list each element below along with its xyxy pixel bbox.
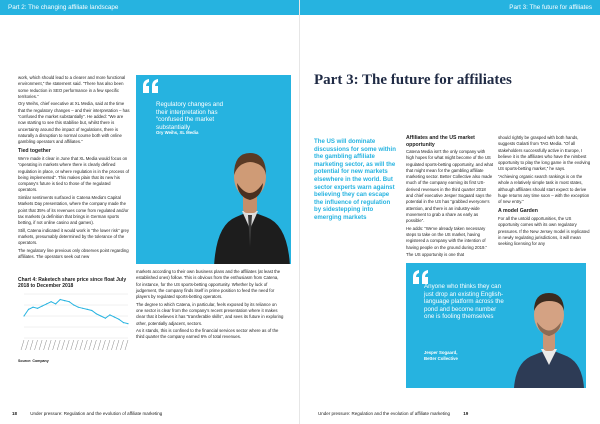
- paragraph: Ory Weihs, chief executive at XL Media, said at the time that the regulatory changes – and their interpretation – has “confused the market substantially”. He added: “We are now starting to see this stabilise but, whilst there is uncertainty around the impact of regulations, there is naturally a disruption to normal course both with online gambling operators and affiliates.”: [18, 101, 130, 145]
- quote-company: Better Collective: [424, 355, 458, 361]
- pull-quote-text: Regulatory changes and their interpretation has “confused the market substantially: [156, 101, 224, 131]
- paragraph: The degree to which Catena, in particular, feels exposed by its reliance on one sector is clear from the company's recent presentation where it makes clear that it believes it has “transferable skills”, and sees its future in exploring other, potentially adjacent, sectors.: [136, 301, 284, 326]
- subheading: A model Garden: [498, 208, 538, 215]
- pull-quote-attribution: Ory Weihs, XL Media: [156, 130, 199, 135]
- chart-point: [78, 306, 79, 307]
- footer-text: Under pressure: Regulation and the evolution of affiliate marketing: [318, 411, 450, 416]
- chart-x-tick: [125, 340, 128, 350]
- page-title: Part 3: The future for affiliates: [314, 72, 512, 88]
- right-column-2: [498, 135, 592, 249]
- paragraph: Catena Media isn't the only company with high hopes for what might become of the US regulated sports-betting opportunity, and what that might mean for the gambling affiliate marketing sector. Better Collective also made much of the company earning its first US-derived revenues in the third quarter 2018 and chief executive Jesper Sogaard says the potential in the US has “grabbed everyone's attention, and there is an industry-wide movement to grab a share as early as possible”.: [406, 149, 494, 224]
- chart-point: [41, 305, 42, 306]
- chart-point: [32, 306, 33, 307]
- quote-name: Jesper Sogaard,: [424, 350, 458, 355]
- chart-point: [51, 301, 52, 302]
- chart-point: [123, 322, 124, 323]
- paragraph: work, which should lead to a clearer and more functional environment,” the statement said. “There has also been some reduction in SEO performance in a few specific territories.”: [18, 75, 126, 99]
- paragraph: markets according to their own business plans and the affiliates (at least the established ones) follow. This is obvious from the enthusiasm from Catena, for instance, for the US sports-betting opportunity. Whether by luck of judgement, the company finds itself in prime position to feed the need for players by regulated sports-betting operators.: [136, 269, 281, 300]
- subheading: Affiliates and the US market opportunity: [406, 135, 475, 148]
- chart-x-tick: [75, 340, 78, 350]
- chart-point: [23, 315, 24, 316]
- paragraph: “Achieving organic search rankings is on the whole a relatively simple task in most states, although affiliates should start expect to derive huge returns any time soon – with the exception of new entry.”: [498, 173, 590, 205]
- chart-point: [96, 313, 97, 314]
- chart-point: [73, 304, 74, 305]
- chart-x-tick: [93, 340, 96, 350]
- chart-series-line: [24, 299, 128, 323]
- chart-x-tick: [71, 340, 74, 350]
- chart-point: [37, 307, 38, 308]
- right-header: Part 3: The future for affiliates: [300, 0, 600, 15]
- chart-title: Chart 4: Raketech share price since float July 2018 to December 2018: [18, 277, 127, 290]
- right-page: [300, 0, 600, 424]
- left-header: Part 2: The changing affiliate landscape: [0, 0, 300, 15]
- chart-point: [118, 318, 119, 319]
- chart-x-tick: [53, 340, 56, 350]
- paragraph: We're made it clear in June that XL Media would focus on “operating in markets where there is clearly defined regulation in place, or where regulation is in the process of being implemented”. This makes plain that its new his company's future is tied to those of the regulated operators.: [18, 155, 130, 193]
- chart-x-tick: [35, 340, 38, 350]
- line-chart: [18, 290, 130, 352]
- chart-x-tick: [84, 340, 87, 350]
- paragraph: The US opportunity is one that: [406, 252, 465, 258]
- paragraph: He adds: “We've already taken necessary steps to take on the US market, having registered a company with the intention of having people on the ground during 2019.”: [406, 225, 487, 250]
- paragraph: As it stands, this is confined to the financial services sector where as of the third quarter the company earned 6% of total revenues.: [136, 328, 279, 340]
- chart-point: [100, 315, 101, 316]
- portrait-photo: [512, 269, 586, 388]
- chart-figure: [18, 277, 130, 363]
- chart-x-tick: [30, 340, 33, 350]
- chart-x-tick: [62, 340, 65, 350]
- portrait-photo: [210, 127, 291, 264]
- chart-x-tick: [116, 340, 119, 350]
- chart-point: [87, 308, 88, 309]
- chart-x-tick: [48, 340, 51, 350]
- chart-x-tick: [57, 340, 60, 350]
- pull-quote-attribution: [424, 350, 458, 361]
- chart-x-tick: [21, 340, 24, 350]
- page-number: 19: [463, 411, 469, 416]
- chart-x-tick: [98, 340, 101, 350]
- chart-x-tick: [39, 340, 42, 350]
- left-column-1: [18, 75, 130, 261]
- chart-point: [105, 317, 106, 318]
- chart-x-tick: [107, 340, 110, 350]
- chart-x-tick: [102, 340, 105, 350]
- chart-x-tick: [80, 340, 83, 350]
- chart-point: [109, 314, 110, 315]
- chart-point: [64, 300, 65, 301]
- chart-point: [114, 316, 115, 317]
- chart-source: Source: Company: [18, 358, 49, 363]
- pull-quote-box: [136, 75, 291, 264]
- paragraph: Still, Catena indicated it would work in “the lower risk” grey markets, presumably determined by the tolerance of the operators.: [18, 227, 130, 246]
- paragraph: Similar sentiments surfaced in Catena Media's Capital Markets Day presentation, where the company made the point that 35% of its revenues come from regulated and/or tax markets (a definition that brings in German sports betting, if not online casino and games).: [18, 194, 129, 226]
- quote-mark-icon: [142, 79, 160, 93]
- chart-x-tick: [66, 340, 69, 350]
- chart-x-tick: [120, 340, 123, 350]
- chart-x-tick: [111, 340, 114, 350]
- quote-mark-icon: [412, 270, 430, 284]
- chart-point: [46, 303, 47, 304]
- chart-point: [55, 303, 56, 304]
- lede-text: The US will dominate discussions for some within the gambling affiliate marketing sector, as will the potential for new markets elsewhere in the world. But sector experts warn against believing they can escape the influence of regulation by sidestepping into emerging markets: [314, 138, 396, 221]
- chart-x-tick: [26, 340, 29, 350]
- chart-x-tick: [89, 340, 92, 350]
- footer-text: Under pressure: Regulation and the evolution of affiliate marketing: [30, 411, 163, 416]
- chart-x-tick: [44, 340, 47, 350]
- chart-point: [127, 323, 128, 324]
- chart-point: [82, 307, 83, 308]
- page-number: 18: [12, 411, 18, 416]
- left-footer: [12, 411, 162, 416]
- chart-point: [60, 298, 61, 299]
- paragraph: For all the untold opportunities, the US opportunity comes with its own regulatory pressures. If the New Jersey model is replicated in newly regulating jurisdictions, it will mean seeking licensing for any: [498, 215, 590, 247]
- left-column-2: [136, 269, 284, 342]
- pull-quote-box: [406, 263, 586, 388]
- chart-point: [69, 301, 70, 302]
- chart-point: [91, 309, 92, 310]
- right-column-1: [406, 135, 494, 260]
- pull-quote-text: Anyone who thinks they can just drop an existing English-language platform across the pond and become number one is fooling themselves: [424, 283, 504, 321]
- subheading: Tied together: [18, 148, 51, 155]
- paragraph: should rightly be grasped with both hands, suggests Galarti from TAG Media. “Of all stakeholders successfully active in Europe, I believe it is the affiliates who have the nimbest opportunity to play the long game in the evolving US sports-betting market,” he says.: [498, 135, 591, 172]
- chart-point: [28, 308, 29, 309]
- right-footer: [318, 411, 468, 416]
- paragraph: The regulatory line previous only observes point regarding affiliates. The operators seek out new: [18, 247, 129, 259]
